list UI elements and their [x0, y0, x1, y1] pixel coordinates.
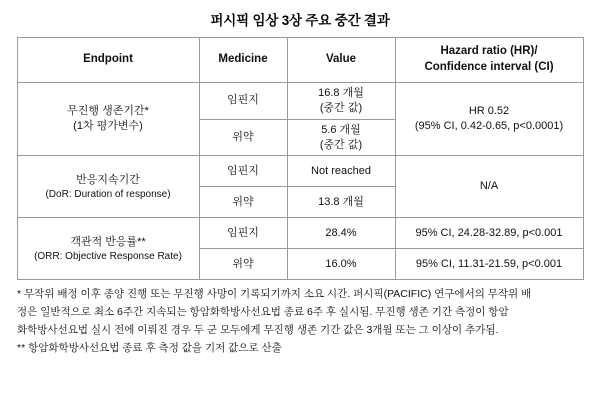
- header-hazard-ratio: [395, 38, 583, 83]
- medicine-cell: 임핀지: [199, 156, 287, 187]
- endpoint-pfs-line1: 무진행 생존기간*: [67, 105, 149, 118]
- medicine-cell: 위약: [199, 249, 287, 280]
- clinical-results-table: [17, 37, 584, 280]
- value-cell: [287, 83, 395, 120]
- footnote-1-line2: 정은 일반적으로 최소 6주간 지속되는 항암화학방사선요법 종료 6주 후 실시됨. 무진행 생존 기간 측정이 항암: [17, 306, 509, 319]
- value-line2: (중간 값): [319, 101, 363, 114]
- header-hazard-line2: Confidence interval (CI): [424, 61, 554, 73]
- endpoint-dor-line2: (DoR: Duration of response): [45, 188, 171, 200]
- hazard-cell-dor: N/A: [395, 156, 583, 218]
- footnotes: [17, 287, 583, 357]
- header-hazard-line1: Hazard ratio (HR)/: [440, 45, 538, 58]
- endpoint-cell-pfs: [17, 83, 199, 156]
- medicine-cell: 위약: [199, 187, 287, 218]
- footnote-1-line1: * 무작위 배정 이후 종양 진행 또는 무진행 사망이 기록되기까지 소요 시간. 퍼시픽(PACIFIC) 연구에서의 무작위 배: [17, 288, 532, 301]
- footnote-1-line3: 화학방사선요법 실시 전에 이뤄진 경우 두 군 모두에게 무진행 생존 기간 값은 3개월 또는 그 이상이 추가됨.: [17, 324, 499, 337]
- endpoint-pfs-line2: (1차 평가변수): [73, 120, 143, 133]
- value-cell: Not reached: [287, 156, 395, 187]
- header-medicine: Medicine: [199, 38, 287, 83]
- endpoint-cell-dor: [17, 156, 199, 218]
- medicine-cell: 임핀지: [199, 218, 287, 249]
- value-line1: 5.6 개월: [321, 123, 361, 136]
- value-cell: 13.8 개월: [287, 187, 395, 218]
- hazard-pfs-line1: HR 0.52: [468, 105, 510, 118]
- value-line1: 16.8 개월: [318, 87, 364, 99]
- value-cell: 16.0%: [287, 249, 395, 280]
- header-endpoint: Endpoint: [17, 38, 199, 83]
- page-title: 퍼시픽 임상 3상 주요 중간 결과: [210, 13, 390, 28]
- value-line2: (중간 값): [319, 138, 363, 151]
- hazard-cell: 95% CI, 11.31-21.59, p<0.001: [395, 249, 583, 280]
- table-row: [17, 156, 583, 187]
- endpoint-orr-line1: 객관적 반응률**: [70, 235, 146, 248]
- table-row: [17, 218, 583, 249]
- table-header-row: [17, 38, 583, 83]
- hazard-cell: 95% CI, 24.28-32.89, p<0.001: [395, 218, 583, 249]
- endpoint-cell-orr: [17, 218, 199, 280]
- value-cell: [287, 119, 395, 156]
- medicine-cell: 임핀지: [199, 83, 287, 120]
- table-row: [17, 83, 583, 120]
- header-value: Value: [287, 38, 395, 83]
- medicine-cell: 위약: [199, 119, 287, 156]
- endpoint-orr-line2: (ORR: Objective Response Rate): [34, 250, 182, 262]
- hazard-pfs-line2: (95% CI, 0.42-0.65, p<0.0001): [414, 120, 564, 133]
- endpoint-dor-line1: 반응지속기간: [76, 173, 140, 186]
- value-cell: 28.4%: [287, 218, 395, 249]
- hazard-cell-pfs: [395, 83, 583, 156]
- footnote-2: ** 항암화학방사선요법 종료 후 측정 값을 기저 값으로 산출: [17, 342, 282, 355]
